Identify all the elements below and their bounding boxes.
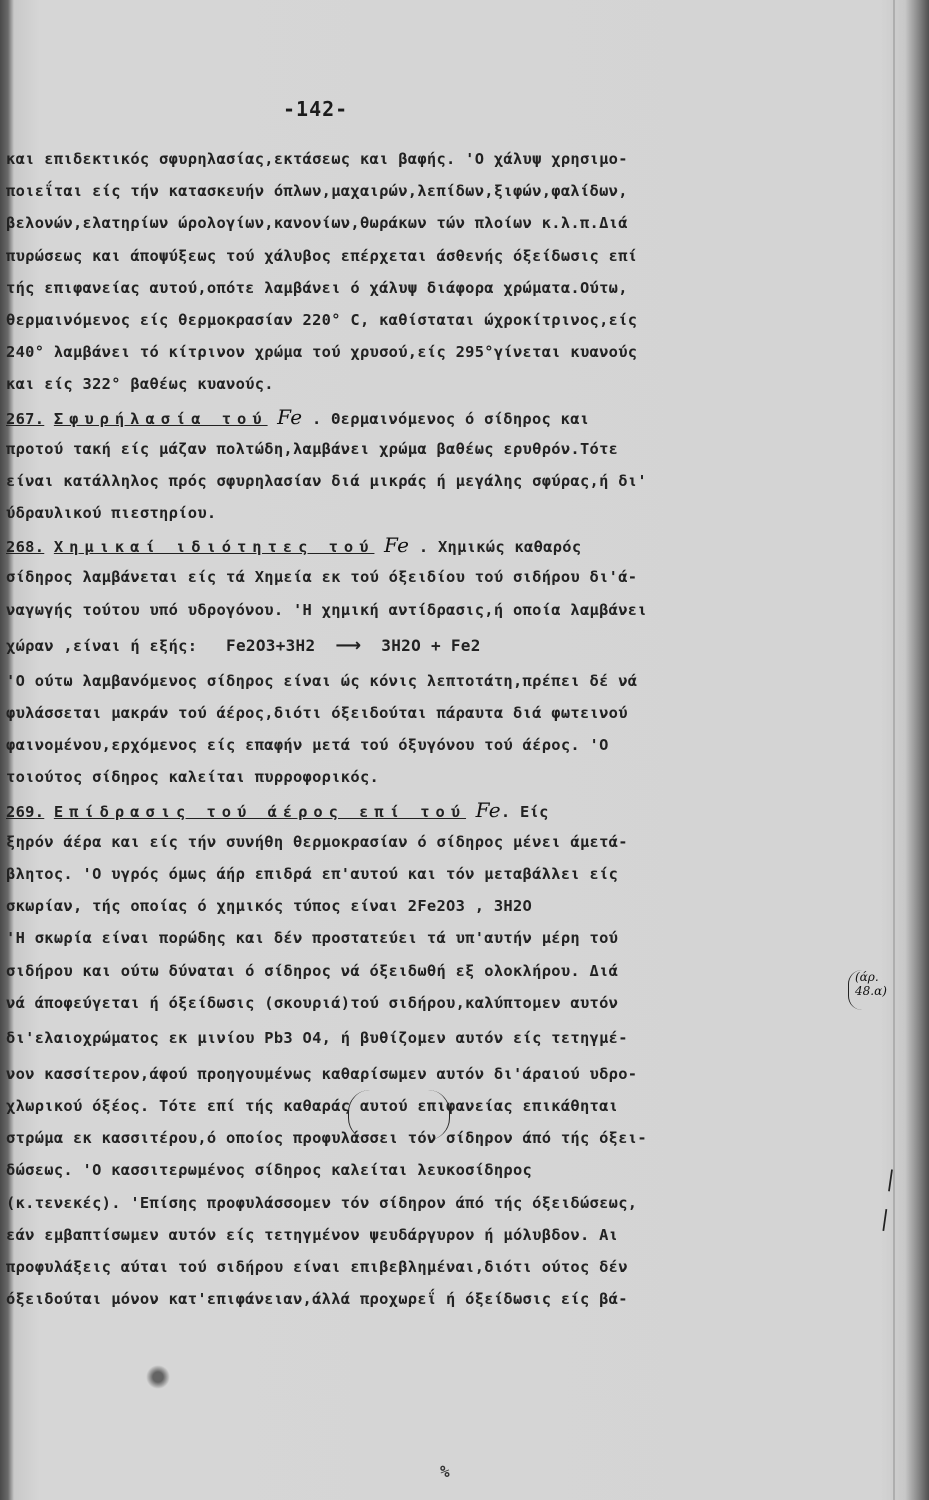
text-line: φυλάσσεται μακράν τού άέρος,διότι όξειδούται πάραυτα διά φωτεινού: [6, 704, 628, 722]
formula-line: [6, 626, 896, 665]
text-line: 240° λαμβάνει τό κίτρινον χρώμα τού χρυσού,είς 295°γίνεται κυανούς: [6, 343, 638, 362]
section-number: 268.: [6, 538, 45, 557]
text-line: φαινομένου,ερχόμενος είς επαφήν μετά τού όξυγόνου τού άέρος. 'Ο: [6, 736, 609, 755]
footer-mark: %: [440, 1462, 450, 1481]
equation-products: 3H2O + Fe2: [381, 635, 481, 655]
text-line: προφυλάξεις αύται τού σιδήρου είναι επιβεβλημέναι,διότι ούτος δέν: [6, 1258, 628, 1276]
chemical-equation: [226, 636, 481, 655]
text-line: ξηρόν άέρα και είς τήν συνήθη θερμοκρασίαν ό σίδηρος μένει άμετά-: [6, 832, 628, 851]
text-line: (κ.τενεκές). 'Επίσης προφυλάσσομεν τόν σίδηρον άπό τής όξειδώσεως,: [6, 1193, 638, 1212]
reaction-arrow-icon: ⟶: [335, 634, 362, 656]
text-line: προτού τακή είς μάζαν πολτώδη,λαμβάνει χρώμα βαθέως ερυθρόν.Τότε: [6, 439, 619, 458]
handwritten-fe-symbol: Fe: [277, 404, 303, 429]
text-line: σίδηρος λαμβάνεται είς τά Χημεία εκ τού όξειδίου τού σιδήρου δι'ά-: [6, 568, 638, 587]
ink-blot: [146, 1365, 170, 1389]
text-line: πυρώσεως και άποψύξεως τού χάλυβος επέρχεται άσθενής όξείδωσις επί: [6, 246, 638, 265]
text-line: ναγωγής τούτου υπό υδρογόνου. 'Η χημική αντίδρασις,ή οποία λαμβάνει: [6, 600, 647, 619]
text-line: όξειδούται μόνον κατ'επιφάνειαν,άλλά προχωρεΐ ή όξείδωσις είς βά-: [6, 1290, 628, 1309]
text-line: και επιδεκτικός σφυρηλασίας,εκτάσεως και βαφής. 'Ο χάλυψ χρησιμο-: [6, 150, 628, 168]
text-line: νά άποφεύγεται ή όξείδωσις (σκουριά)τού σιδήρου,καλύπτομεν αυτόν: [6, 993, 619, 1012]
section-heading-rest: . Είς: [500, 802, 549, 821]
text-line: είναι κατάλληλος πρός σφυρηλασίαν διά μικράς ή μεγάλης σφύρας,ή δι': [6, 471, 647, 490]
text-line: 'Ο ούτω λαμβανόμενος σίδηρος είναι ώς κόνις λεπτοτάτη,πρέπει δέ νά: [6, 671, 638, 690]
text-line: δι'ελαιοχρώματος εκ μινίου Pb3 O4, ή βυθίζομεν αυτόν είς τετηγμέ-: [6, 1028, 628, 1047]
section-heading-269: [6, 794, 896, 826]
text-line: και είς 322° βαθέως κυανούς.: [6, 375, 274, 394]
section-heading-rest: . Χημικώς καθαρός: [409, 538, 582, 557]
body-text: [6, 143, 896, 1315]
section-heading-267: [6, 401, 896, 433]
page-number: -142-: [283, 97, 349, 121]
formula-intro: χώραν ,είναι ή εξής:: [6, 636, 198, 655]
margin-pencil-marks: | |: [879, 1166, 896, 1233]
text-line: δώσεως. 'Ο κασσιτερωμένος σίδηρος καλείται λευκοσίδηρος: [6, 1161, 533, 1180]
handwritten-fe-symbol: Fe: [384, 533, 410, 558]
text-line: βλητος. 'Ο υγρός όμως άήρ επιδρά επ'αυτού και τόν μεταβάλλει είς: [6, 864, 619, 883]
text-line: ποιεΐται είς τήν κατασκευήν όπλων,μαχαιρών,λεπίδων,ξιφών,φαλίδων,: [6, 182, 628, 201]
text-line: ύδραυλικού πιεστηρίου.: [6, 504, 217, 523]
text-line: εάν εμβαπτίσωμεν αυτόν είς τετηγμένον ψευδάργυρον ή μόλυβδον. Αι: [6, 1225, 619, 1244]
text-line: νον κασσίτερον,άφού προηγουμένως καθαρίσωμεν αυτόν δι'άραιού υδρο-: [6, 1064, 638, 1083]
text-line: σκωρίαν, τής οποίας ό χημικός τύπος είναι 2Fe2O3 , 3H2O: [6, 897, 533, 916]
section-number: 267.: [6, 409, 45, 428]
section-number: 269.: [6, 802, 45, 821]
text-line: θερμαινόμενος είς θερμοκρασίαν 220° C, καθίσταται ώχροκίτρινος,είς: [6, 310, 638, 329]
section-heading-268: [6, 529, 896, 561]
section-title: Χημικαί ιδιότητες τού: [53, 538, 375, 557]
text-line: 'Η σκωρία είναι πορώδης και δέν προστατεύει τά υπ'αυτήν μέρη τού: [6, 929, 619, 948]
section-title: Σφυρήλασία τού: [53, 409, 268, 428]
text-line: σιδήρου και ούτω δύναται ό σίδηρος νά όξειδωθή εξ ολοκλήρου. Διά: [6, 961, 619, 980]
text-line: στρώμα εκ κασσιτέρου,ό οποίος προφυλάσσει τόν σίδηρον άπό τής όξει-: [6, 1129, 647, 1148]
section-title: Επίδρασις τού άέρος επί τού: [53, 802, 467, 821]
text-line: τής επιφανείας αυτού,οπότε λαμβάνει ό χάλυψ διάφορα χρώματα.Ούτω,: [6, 278, 628, 297]
section-heading-rest: . Θερμαινόμενος ό σίδηρος και: [302, 409, 590, 428]
handwritten-margin-note: (άρ. 48.α): [848, 970, 904, 1010]
handwritten-fe-symbol: Fe: [475, 797, 501, 822]
text-line: τοιούτος σίδηρος καλείται πυρροφορικός.: [6, 768, 380, 787]
text-line: βελονών,ελατηρίων ώρολογίων,κανονίων,θωράκων τών πλοίων κ.λ.π.Διά: [6, 214, 628, 233]
text-line: χλωρικού όξέος. Τότε επί τής καθαράς αυτού επιφανείας επικάθηται: [6, 1097, 619, 1116]
equation-reactants: Fe2O3+3H2: [226, 635, 316, 655]
